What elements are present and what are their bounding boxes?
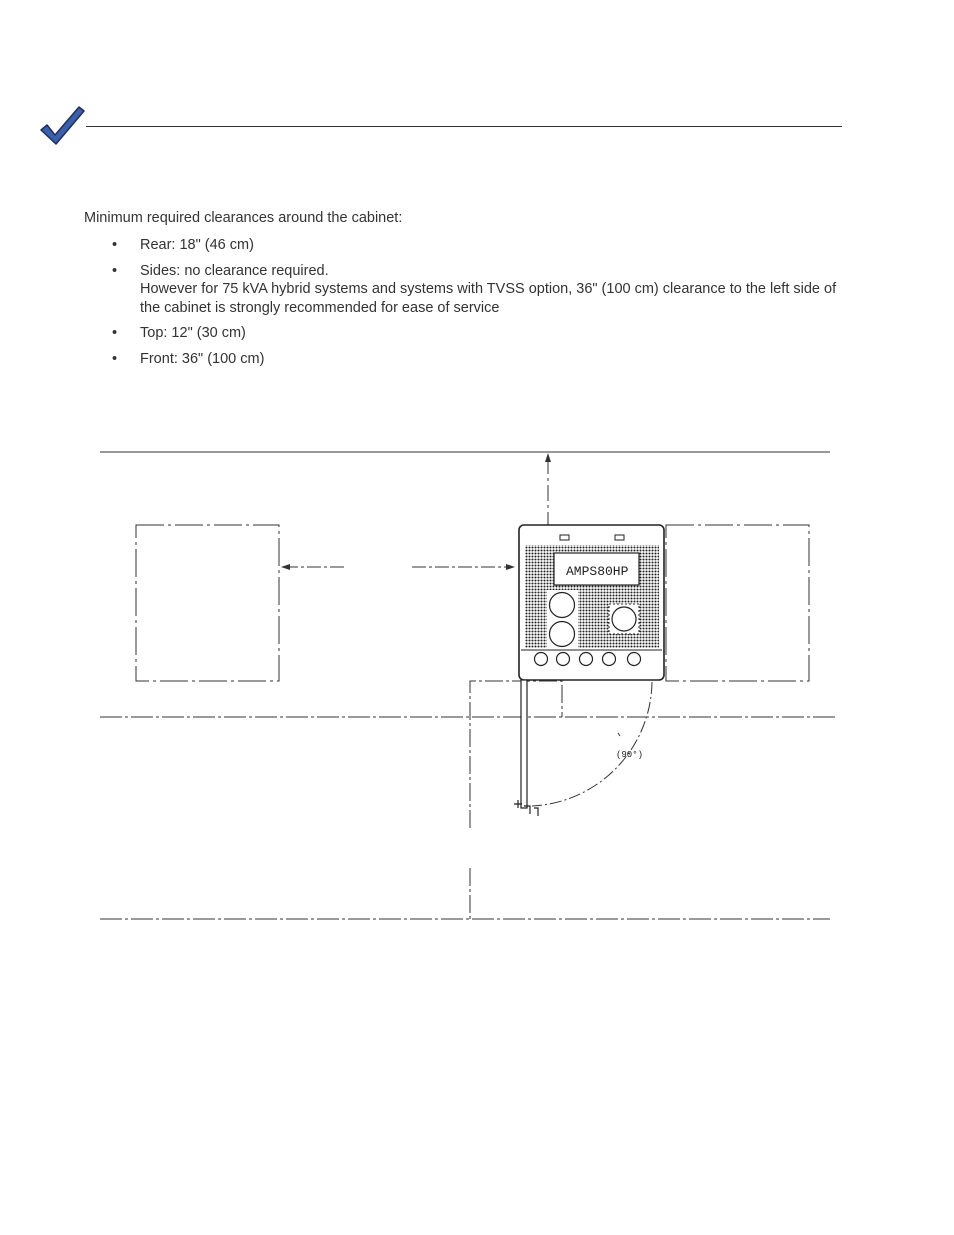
bullet-text: Rear: 18" (46 cm) [140, 237, 254, 253]
clearance-diagram [95, 445, 840, 930]
clearance-list [112, 236, 852, 375]
bullet-glyph: • [112, 350, 118, 367]
list-item [112, 324, 852, 343]
door-swing-arc [532, 682, 652, 806]
breaker-icon [550, 593, 575, 618]
left-side-box [136, 525, 279, 681]
terminal-icon [603, 653, 616, 666]
bullet-glyph: • [112, 325, 118, 341]
door-clearance-outline [470, 681, 562, 828]
cabinet-texture-right [642, 545, 659, 648]
checkmark-icon [38, 104, 86, 148]
cabinet [519, 525, 664, 680]
cabinet-label: AMPS80HP [566, 564, 629, 579]
breaker-icon [612, 607, 636, 631]
terminal-icon [580, 653, 593, 666]
intro-text: Minimum required clearances around the cabinet: [84, 210, 403, 226]
arrow-left-icon [281, 564, 290, 570]
bullet-glyph: • [112, 262, 118, 279]
breaker-icon [550, 622, 575, 647]
terminal-icon [628, 653, 641, 666]
open-door [521, 680, 527, 808]
bullet-text: Sides: no clearance required. [140, 262, 329, 279]
door-angle-label: (90°) [616, 750, 644, 760]
bullet-text: Top: 12" (30 cm) [140, 325, 246, 341]
terminal-icon [557, 653, 570, 666]
arrow-right-icon [506, 564, 515, 570]
list-item [112, 236, 852, 255]
list-item [112, 350, 852, 369]
cabinet-texture-left [525, 545, 547, 648]
bullet-text: Front: 36" (100 cm) [140, 350, 265, 367]
bullet-note: However for 75 kVA hybrid systems and systems with TVSS option, 36" (100 cm) clearance to the left side of the cabinet is strongly recommended for ease of service [140, 281, 837, 316]
header-rule [86, 126, 842, 127]
bullet-glyph: • [112, 237, 118, 253]
arrow-up-icon [545, 453, 551, 462]
list-item [112, 262, 852, 318]
right-side-box [666, 525, 809, 681]
terminal-icon [535, 653, 548, 666]
